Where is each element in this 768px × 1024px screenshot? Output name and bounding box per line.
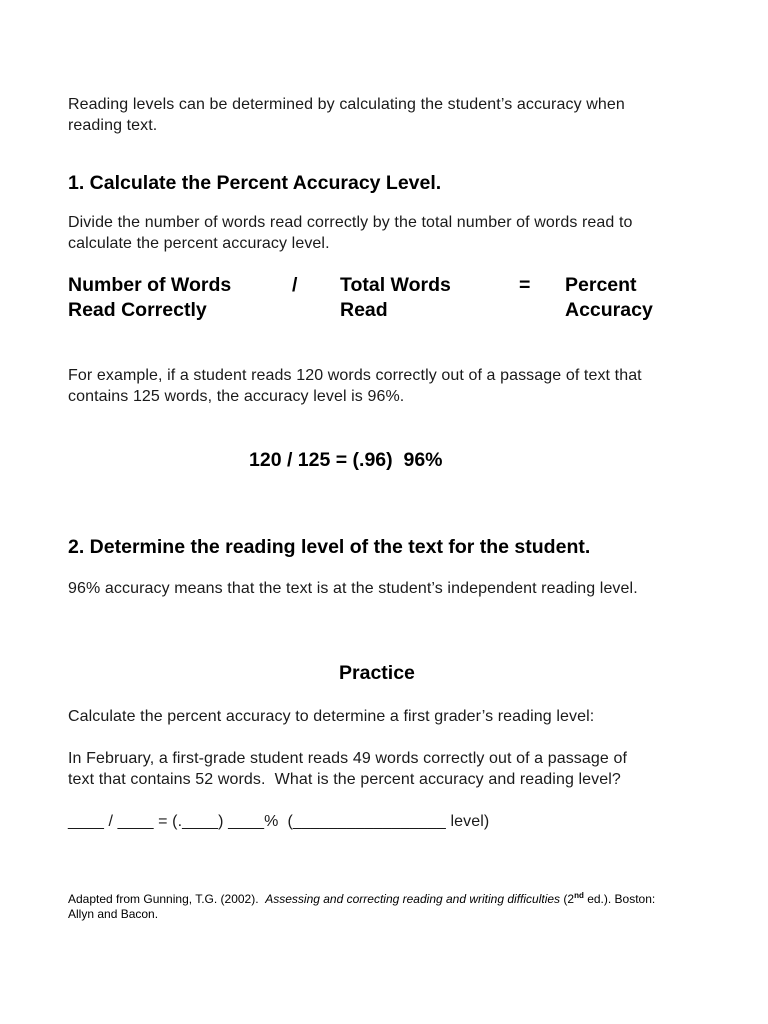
- practice-heading: Practice: [339, 662, 415, 684]
- citation-book-title: Assessing and correcting reading and writing difficulties: [265, 892, 561, 906]
- intro-line-2: reading text.: [68, 117, 158, 134]
- example-line-2: contains 125 words, the accuracy level is 96%.: [68, 388, 405, 405]
- step1-desc-line-1: Divide the number of words read correctly by the total number of words read to: [68, 214, 633, 231]
- citation-footer: [68, 892, 708, 922]
- formula-result-percent-accuracy: [565, 273, 653, 323]
- formula-divide-sign: /: [292, 274, 298, 296]
- example-paragraph: [68, 365, 642, 407]
- formula-result-line-2: Accuracy: [565, 299, 653, 321]
- citation-edition-superscript: nd: [574, 891, 584, 900]
- practice-problem-line-2: text that contains 52 words. What is the percent accuracy and reading level?: [68, 771, 621, 788]
- citation-prefix: Adapted from Gunning, T.G. (2002).: [68, 892, 266, 906]
- formula-term2-line-2: Read: [340, 299, 388, 321]
- intro-line-1: Reading levels can be determined by calculating the student’s accuracy when: [68, 96, 625, 113]
- citation-edition-open: (2: [560, 892, 575, 906]
- step2-heading: 2. Determine the reading level of the text for the student.: [68, 536, 591, 558]
- formula-term-total-words-read: [340, 273, 451, 323]
- citation-line-2: Allyn and Bacon.: [68, 907, 159, 921]
- formula-term-words-read-correctly: [68, 273, 231, 323]
- practice-problem-line-1: In February, a first-grade student reads 49 words correctly out of a passage of: [68, 750, 627, 767]
- formula-equals-sign: =: [519, 274, 531, 296]
- formula-result-line-1: Percent: [565, 274, 637, 296]
- practice-instruction: Calculate the percent accuracy to determine a first grader’s reading level:: [68, 708, 595, 725]
- step1-heading: 1. Calculate the Percent Accuracy Level.: [68, 172, 442, 194]
- example-equation: 120 / 125 = (.96) 96%: [249, 449, 443, 471]
- citation-edition-close: ed.). Boston:: [583, 892, 656, 906]
- formula-term2-line-1: Total Words: [340, 274, 451, 296]
- formula-term1-line-2: Read Correctly: [68, 299, 207, 321]
- step1-desc-line-2: calculate the percent accuracy level.: [68, 235, 330, 252]
- step2-description: 96% accuracy means that the text is at the student’s independent reading level.: [68, 580, 638, 597]
- formula-term1-line-1: Number of Words: [68, 274, 232, 296]
- intro-paragraph: [68, 94, 625, 136]
- practice-answer-blanks: ____ / ____ = (.____) ____% (_________________ level): [68, 813, 490, 830]
- step1-description: [68, 212, 633, 254]
- example-line-1: For example, if a student reads 120 words correctly out of a passage of text that: [68, 367, 642, 384]
- practice-problem: [68, 748, 627, 790]
- citation-line-1: [68, 892, 708, 907]
